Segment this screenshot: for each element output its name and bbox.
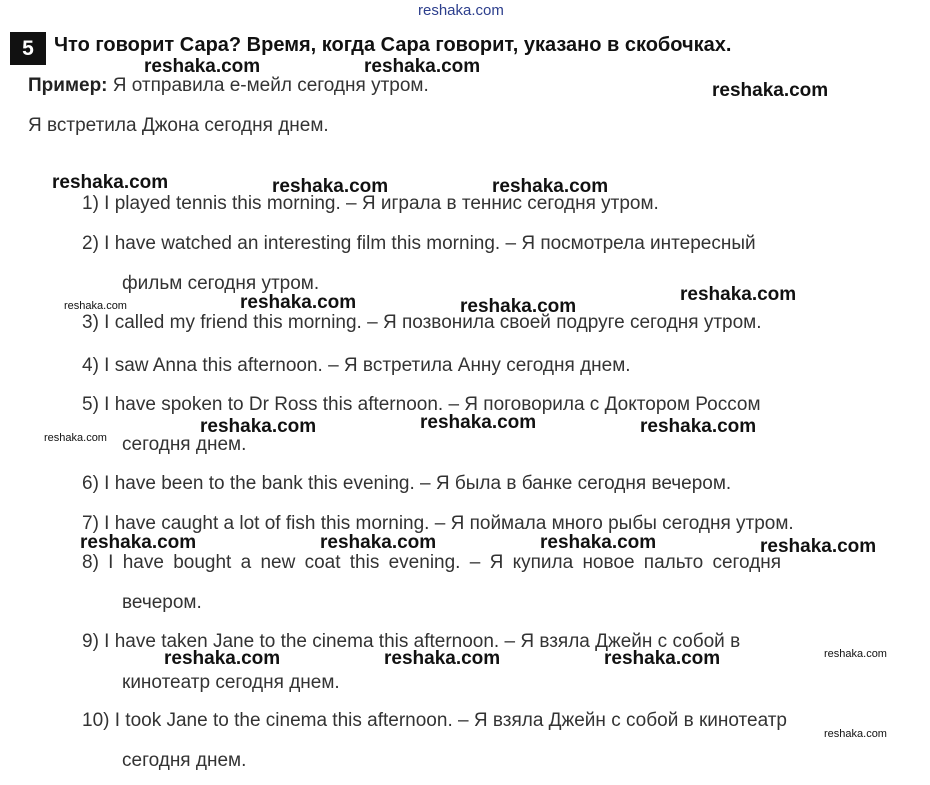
watermark: reshaka.com: [144, 56, 261, 77]
list-item: 7) I have caught a lot of fish this morning. – Я поймала много рыбы сегодня утром.: [82, 513, 794, 534]
list-item: 1) I played tennis this morning. – Я играла в теннис сегодня утром.: [82, 193, 659, 214]
watermark: reshaka.com: [420, 412, 537, 433]
watermark: reshaka.com: [240, 292, 357, 313]
list-item: 6) I have been to the bank this evening. – Я была в банке сегодня вечером.: [82, 473, 732, 494]
watermark: reshaka.com: [760, 536, 877, 557]
watermark-small: reshaka.com: [64, 300, 127, 312]
watermark: reshaka.com: [680, 284, 797, 305]
list-item-continuation: фильм сегодня утром.: [122, 273, 320, 294]
watermark: reshaka.com: [604, 648, 721, 669]
answer-text: Я встретила Джона сегодня днем.: [28, 115, 329, 136]
list-item: 2) I have watched an interesting film this morning. – Я посмотрела интересный: [82, 233, 756, 254]
site-mark: reshaka.com: [418, 2, 504, 19]
watermark: reshaka.com: [460, 296, 577, 317]
watermark: reshaka.com: [492, 176, 609, 197]
list-item: 8) I have bought a new coat this evening. – Я купила новое пальто сегодня: [82, 552, 782, 573]
list-item-continuation: кинотеатр сегодня днем.: [122, 672, 340, 693]
watermark: reshaka.com: [200, 416, 317, 437]
list-item: 5) I have spoken to Dr Ross this afternoon. – Я поговорила с Доктором Россом: [82, 394, 761, 415]
watermark: reshaka.com: [52, 172, 169, 193]
watermark-small: reshaka.com: [824, 728, 887, 740]
watermark: reshaka.com: [384, 648, 501, 669]
example-text: Я отправила е-мейл сегодня утром.: [112, 75, 429, 96]
watermark: reshaka.com: [80, 532, 197, 553]
watermark: reshaka.com: [640, 416, 757, 437]
list-item: 9) I have taken Jane to the cinema this afternoon. – Я взяла Джейн с собой в: [82, 631, 741, 652]
list-item-continuation: вечером.: [122, 592, 202, 613]
watermark-small: reshaka.com: [44, 432, 107, 444]
example-line: [28, 75, 429, 97]
watermark: reshaka.com: [712, 80, 829, 101]
watermark-small: reshaka.com: [824, 648, 887, 660]
watermark: reshaka.com: [364, 56, 481, 77]
list-item-continuation: сегодня днем.: [122, 750, 247, 771]
list-item: 4) I saw Anna this afternoon. – Я встретила Анну сегодня днем.: [82, 355, 631, 376]
list-item: 3) I called my friend this morning. – Я позвонила своей подруге сегодня утром.: [82, 312, 762, 333]
task-title: Что говорит Сара? Время, когда Сара говорит, указано в скобочках.: [54, 34, 732, 56]
list-item-continuation: сегодня днем.: [122, 434, 247, 455]
list-item: 10) I took Jane to the cinema this afternoon. – Я взяла Джейн с собой в кинотеатр: [82, 710, 788, 731]
task-number: 5: [10, 32, 46, 65]
example-label: Пример:: [28, 75, 108, 96]
watermark: reshaka.com: [272, 176, 389, 197]
watermark: reshaka.com: [540, 532, 657, 553]
watermark: reshaka.com: [164, 648, 281, 669]
watermark: reshaka.com: [320, 532, 437, 553]
